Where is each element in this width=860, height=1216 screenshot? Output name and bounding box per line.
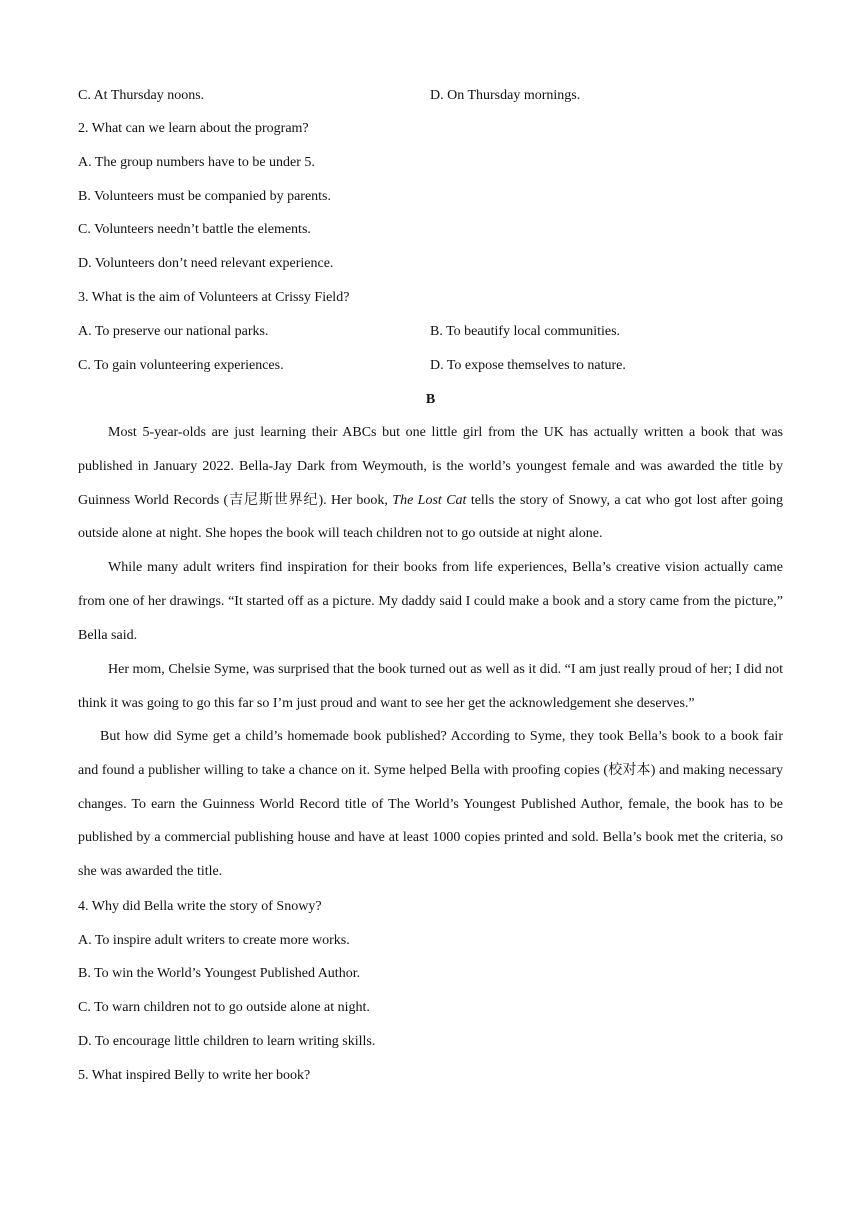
q4-option-a: A. To inspire adult writers to create more works. <box>78 933 350 948</box>
q2-option-c: C. Volunteers needn’t battle the elements. <box>78 222 311 237</box>
q4-option-c: C. To warn children not to go outside alone at night. <box>78 1000 370 1015</box>
passage-paragraph-1 <box>78 416 783 551</box>
q1-option-d: D. On Thursday mornings. <box>430 88 581 103</box>
q3-question: 3. What is the aim of Volunteers at Crissy Field? <box>78 290 350 305</box>
q2-option-b: B. Volunteers must be companied by parents. <box>78 189 331 204</box>
q5-question: 5. What inspired Belly to write her book? <box>78 1068 311 1083</box>
passage-paragraph-3: Her mom, Chelsie Syme, was surprised that the book turned out as well as it did. “I am just really proud of her; I did not think it was going to go this far so I’m just proud and want to see her get the acknowledgement she deserves.” <box>78 662 783 711</box>
q2-option-d: D. Volunteers don’t need relevant experience. <box>78 256 334 271</box>
q4-option-d: D. To encourage little children to learn writing skills. <box>78 1034 376 1049</box>
paragraph-1-text-end: tells the story of Snowy, a cat who got lost after going outside alone at night. She hopes the book will teach children not to go outside at night alone. <box>78 492 783 542</box>
q1-option-c: C. At Thursday noons. <box>78 88 205 103</box>
passage-paragraph-2: While many adult writers find inspiration for their books from life experiences, Bella’s creative vision actually came from one of her drawings. “It started off as a picture. My daddy said I could make a book and a story came from the picture,” Bella said. <box>78 560 783 643</box>
q3-option-d: D. To expose themselves to nature. <box>430 358 626 373</box>
q3-option-a: A. To preserve our national parks. <box>78 324 269 339</box>
passage-paragraph-4: But how did Syme get a child’s homemade book published? According to Syme, they took Bella’s book to a book fair and found a publisher willing to take a chance on it. Syme helped Bella with proofing copies (校对本) and making necessary changes. To earn the Guinness World Record title of The World’s Youngest Published Author, female, the book has to be published by a commercial publishing house and have at least 1000 copies printed and sold. Bella’s book met the criteria, so she was awarded the title. <box>78 729 783 880</box>
q4-question: 4. Why did Bella write the story of Snowy? <box>78 899 322 914</box>
q2-question: 2. What can we learn about the program? <box>78 121 309 136</box>
q3-option-b: B. To beautify local communities. <box>430 324 621 339</box>
q3-option-c: C. To gain volunteering experiences. <box>78 358 284 373</box>
q2-option-a: A. The group numbers have to be under 5. <box>78 155 315 170</box>
section-heading: B <box>425 392 436 407</box>
book-title: The Lost Cat <box>392 492 467 508</box>
q4-option-b: B. To win the World’s Youngest Published Author. <box>78 966 361 981</box>
paragraph-1-text-start: Most 5-year-olds are just learning their ABCs but one little girl from the UK has actually written a book that was published in January 2022. Bella-Jay Dark from Weymouth, is the world’s youngest female and was awarded the title by Guinness World Records (吉尼斯世界纪). Her book, <box>78 425 783 508</box>
